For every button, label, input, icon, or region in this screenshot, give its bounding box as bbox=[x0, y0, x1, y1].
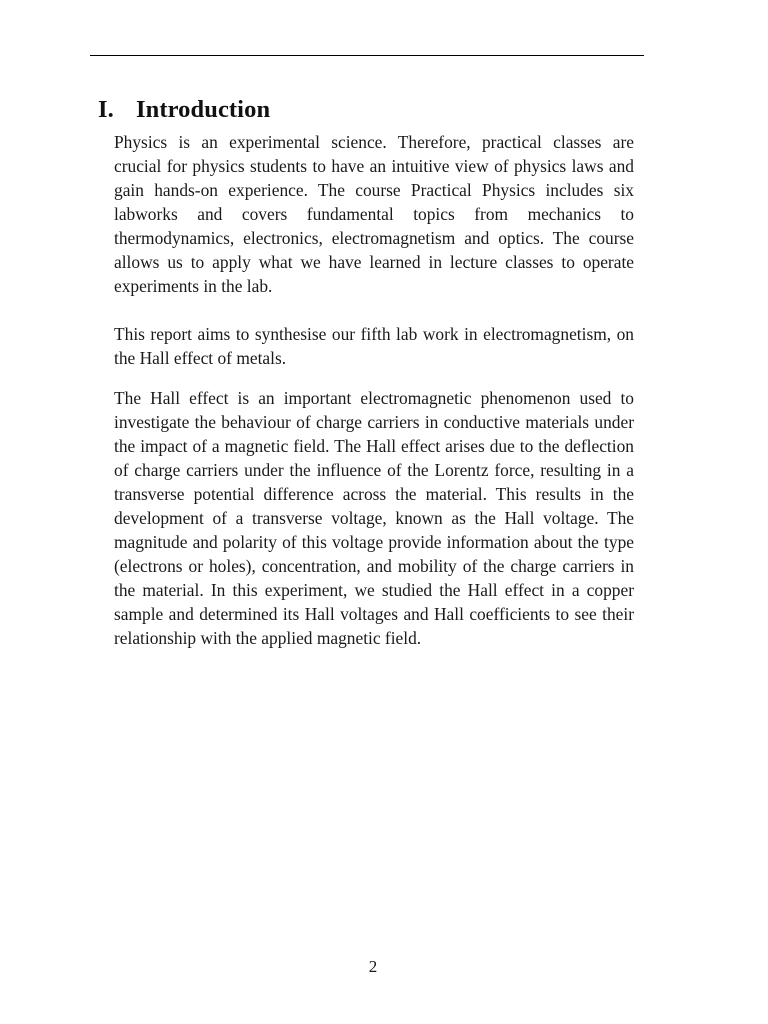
page-number: 2 bbox=[368, 957, 378, 976]
section-title: Introduction bbox=[136, 96, 271, 123]
paragraph-line: (electrons or holes), concentration, and mobility of the charge carriers in bbox=[114, 556, 634, 576]
paragraph-line: transverse potential difference across the material. This results in the bbox=[114, 484, 634, 504]
paragraph-line: allows us to apply what we have learned in lecture classes to operate bbox=[114, 252, 634, 272]
section-heading bbox=[98, 95, 270, 125]
paragraph-line: crucial for physics students to have an intuitive view of physics laws and bbox=[114, 156, 634, 176]
header-rule bbox=[90, 55, 644, 56]
section-number: I. bbox=[98, 96, 114, 123]
paragraph-line: investigate the behaviour of charge carriers in conductive materials under bbox=[114, 412, 634, 432]
paragraph-line: the Hall effect of metals. bbox=[114, 348, 287, 368]
paragraph-line: development of a transverse voltage, known as the Hall voltage. The bbox=[114, 508, 634, 528]
paragraph-line: the material. In this experiment, we studied the Hall effect in a copper bbox=[114, 580, 634, 600]
paragraph-line: gain hands-on experience. The course Practical Physics includes six bbox=[114, 180, 634, 200]
paragraph-line: sample and determined its Hall voltages and Hall coefficients to see their bbox=[114, 604, 634, 624]
paragraph-line: Physics is an experimental science. Therefore, practical classes are bbox=[114, 132, 634, 152]
paragraph-line: experiments in the lab. bbox=[114, 276, 273, 296]
paragraph-line: This report aims to synthesise our fifth lab work in electromagnetism, on bbox=[114, 324, 634, 344]
paragraph-line: The Hall effect is an important electromagnetic phenomenon used to bbox=[114, 388, 634, 408]
paragraph-line: the impact of a magnetic field. The Hall effect arises due to the deflection bbox=[114, 436, 634, 456]
paragraph-line: relationship with the applied magnetic field. bbox=[114, 628, 422, 648]
paragraph-line: thermodynamics, electronics, electromagnetism and optics. The course bbox=[114, 228, 634, 248]
paragraph-hall-effect bbox=[114, 386, 634, 650]
paragraph-line: magnitude and polarity of this voltage provide information about the type bbox=[114, 532, 634, 552]
paragraph-course-intro bbox=[114, 130, 634, 298]
paragraph-line: of charge carriers under the influence of the Lorentz force, resulting in a bbox=[114, 460, 634, 480]
paragraph-line: labworks and covers fundamental topics from mechanics to bbox=[114, 204, 634, 224]
paragraph-report-aim bbox=[114, 322, 634, 370]
